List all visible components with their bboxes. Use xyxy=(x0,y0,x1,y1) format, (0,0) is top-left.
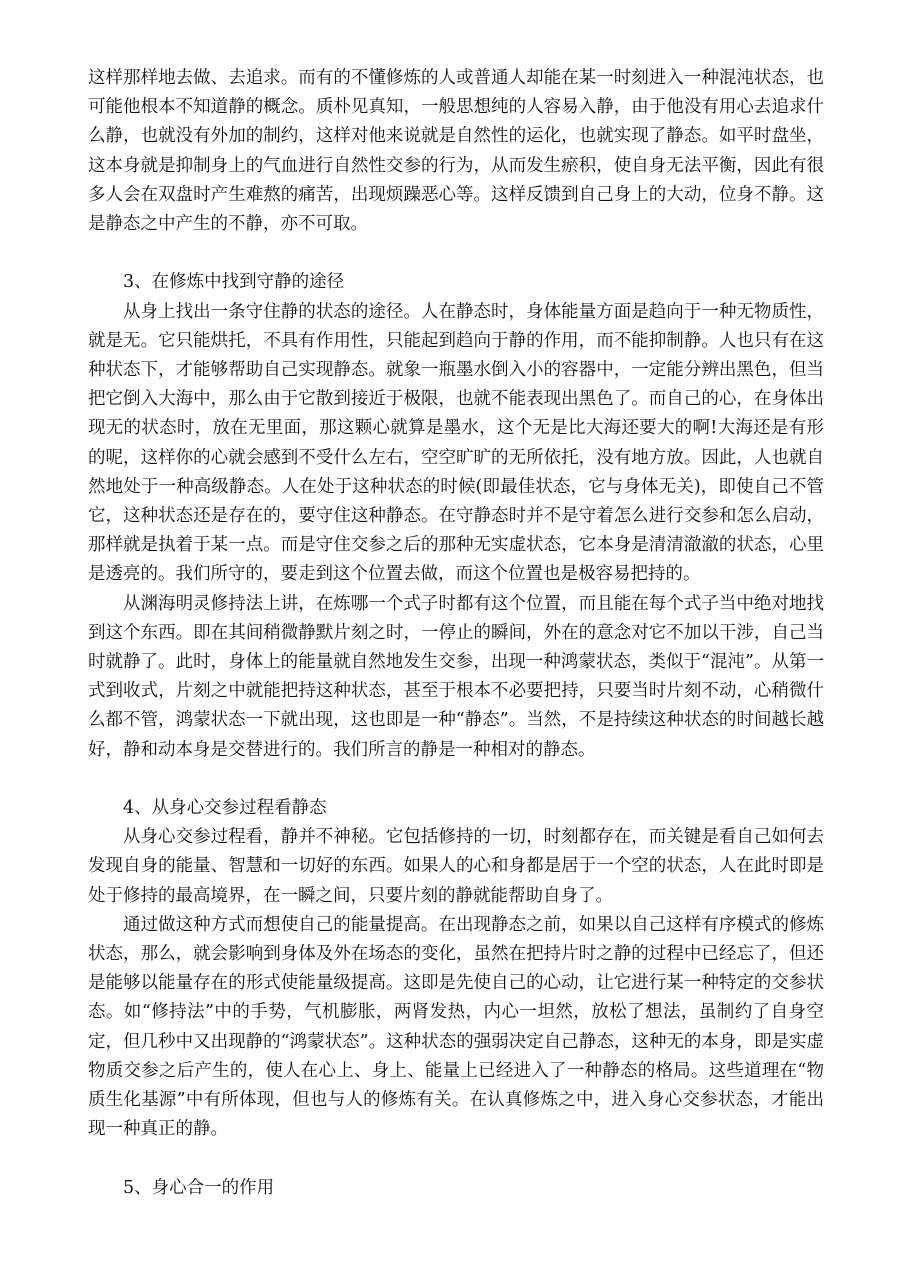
section-4-paragraph-2: 通过做这种方式而想使自己的能量提高。在出现静态之前，如果以自己这样有序模式的修炼状态，那么，就会影响到身体及外在场态的变化，虽然在把持片时之静的过程中已经忘了，但还是能够以能量存在的形式使能量级提高。这即是先使自己的心动，让它进行某一种特定的交参状态。如“修持法”中的手势，气机膨胀，两肾发热，内心一坦然，放松了想法，虽制约了自身空定，但几秒中又出现静的“鸿蒙状态”。这种状态的强弱决定自己静态，这种无的本身，即是实虚物质交参之后产生的，使人在心上、身上、能量上已经进入了一种静态的格局。这些道理在“物质生化基源”中有所体现，但也与人的修炼有关。在认真修炼之中，进入身心交参状态，才能出现一种真正的静。 xyxy=(88,914,824,1140)
section-3-heading: 3、在修炼中找到守静的途径 xyxy=(123,272,345,293)
section-4-paragraph-1: 从身心交参过程看，静并不神秘。它包括修持的一切，时刻都存在，而关键是看自己如何去发现自身的能量、智慧和一切好的东西。如果人的心和身都是居于一个空的状态，人在此时即是处于修持的最高境界，在一瞬之间，只要片刻的静就能帮助自身了。 xyxy=(88,827,824,906)
section-spacer xyxy=(88,1144,824,1173)
section-3-paragraph-1: 从身上找出一条守住静的状态的途径。人在静态时，身体能量方面是趋向于一种无物质性，就是无。它只能烘托，不具有作用性，只能起到趋向于静的作用，而不能抑制静。人也只有在这种状态下，才能够帮助自己实现静态。就象一瓶墨水倒入小的容器中，一定能分辨出黑色，但当把它倒入大海中，那么由于它散到接近于极限，也就不能表现出黑色了。而自己的心，在身体出现无的状态时，放在无里面，那这颗心就算是墨水，这个无是比大海还要大的啊!大海还是有形的呢，这样你的心就会感到不受什么左右，空空旷旷的无所依托，没有地方放。因此，人也就自然地处于一种高级静态。人在处于这种状态的时候(即最佳状态，它与身体无关)，即使自己不管它，这种状态还是存在的，要守住这种静态。在守静态时并不是守着怎么进行交参和怎么启动，那样就是执着于某一点。而是守住交参之后的那种无实虚状态，它本身是清清澈澈的状态，心里是透亮的。我们所守的，要走到这个位置去做，而这个位置也是极容易把持的。 xyxy=(88,301,824,585)
document-body xyxy=(88,64,824,1203)
section-3-paragraph-2: 从渊海明灵修持法上讲，在炼哪一个式子时都有这个位置，而且能在每个式子当中绝对地找到这个东西。即在其间稍微静默片刻之时，一停止的瞬间，外在的意念对它不加以干涉，自己当时就静了。此时，身体上的能量就自然地发生交参，出现一种鸿蒙状态，类似于“混沌”。从第一式到收式，片刻之中就能把持这种状态，甚至于根本不必要把持，只要当时片刻不动，心稍微什么都不管，鸿蒙状态一下就出现，这也即是一种“静态”。当然，不是持续这种状态的时间越长越好，静和动本身是交替进行的。我们所言的静是一种相对的静态。 xyxy=(88,593,824,760)
section-spacer xyxy=(88,239,824,268)
section-spacer xyxy=(88,765,824,794)
paragraph-intro: 这样那样地去做、去追求。而有的不懂修炼的人或普通人却能在某一时刻进入一种混沌状态，也可能他根本不知道静的概念。质朴见真知，一般思想纯的人容易入静，由于他没有用心去追求什么静，也就没有外加的制约，这样对他来说就是自然性的运化，也就实现了静态。如平时盘坐，这本身就是抑制身上的气血进行自然性交参的行为，从而发生瘀积，使自身无法平衡，因此有很多人会在双盘时产生难熬的痛苦，出现烦躁恶心等。这样反馈到自己身上的大动，位身不静。这是静态之中产生的不静，亦不可取。 xyxy=(88,68,824,235)
section-4-heading: 4、从身心交参过程看静态 xyxy=(123,798,327,819)
section-5-heading: 5、身心合一的作用 xyxy=(123,1177,275,1198)
